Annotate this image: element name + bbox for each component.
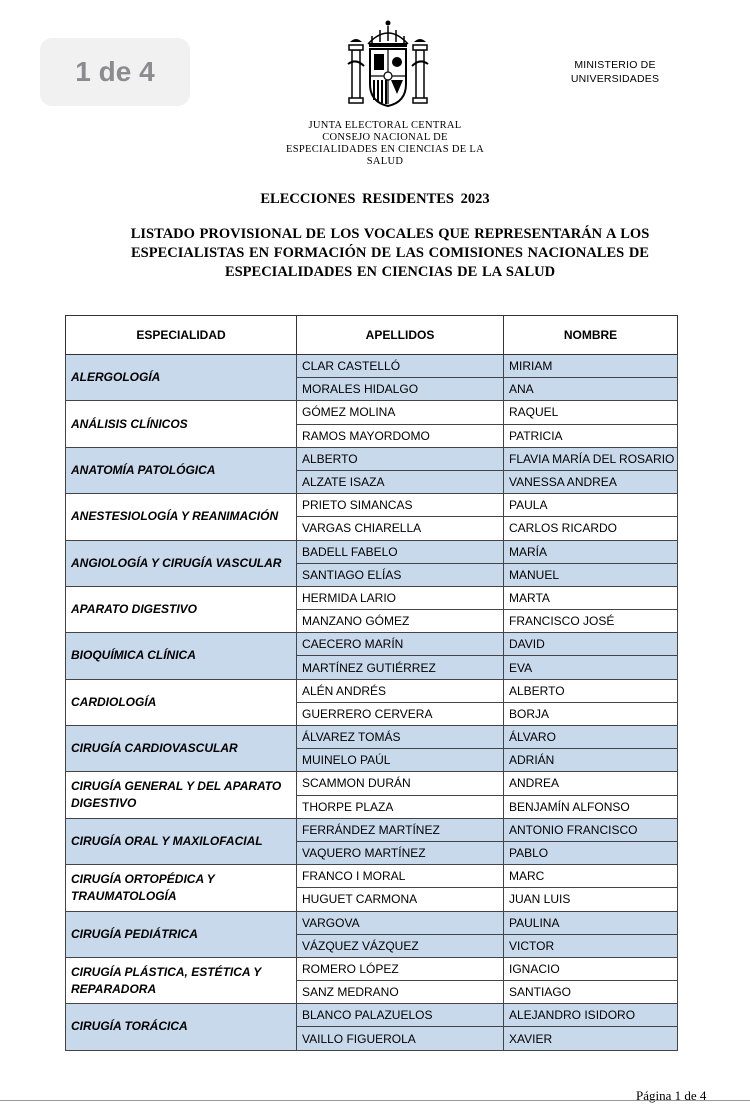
surname-cell: MARTÍNEZ GUTIÉRREZ [297, 656, 504, 679]
name-cell: ANA [504, 378, 678, 401]
name-cell: MANUEL [504, 563, 678, 586]
specialty-cell: CIRUGÍA CARDIOVASCULAR [66, 726, 297, 772]
name-cell: ANTONIO FRANCISCO [504, 818, 678, 841]
surname-cell: ALÉN ANDRÉS [297, 679, 504, 702]
surname-cell: THORPE PLAZA [297, 795, 504, 818]
table-body [66, 355, 678, 1051]
surname-cell: SCAMMON DURÁN [297, 772, 504, 795]
surname-cell: RAMOS MAYORDOMO [297, 424, 504, 447]
org-line-2: CONSEJO NACIONAL DE [322, 132, 448, 143]
name-cell: IGNACIO [504, 957, 678, 980]
page-indicator-badge [40, 38, 190, 106]
org-line-4: SALUD [366, 156, 404, 167]
surname-cell: ROMERO LÓPEZ [297, 957, 504, 980]
specialty-cell: CIRUGÍA ORTOPÉDICA Y TRAUMATOLOGÍA [66, 865, 297, 911]
surname-cell: GÓMEZ MOLINA [297, 401, 504, 424]
page-footer: Página 1 de 4 [636, 1088, 707, 1103]
surname-cell: VAILLO FIGUEROLA [297, 1027, 504, 1050]
name-cell: MIRIAM [504, 355, 678, 378]
list-title [100, 225, 680, 282]
name-cell: VANESSA ANDREA [504, 470, 678, 493]
surname-cell: BADELL FABELO [297, 540, 504, 563]
list-title-line-3: ESPECIALIDADES EN CIENCIAS DE LA SALUD [224, 264, 556, 280]
name-cell: ANDREA [504, 772, 678, 795]
table-row [66, 865, 678, 888]
specialty-cell: ANESTESIOLOGÍA Y REANIMACIÓN [66, 494, 297, 540]
name-cell: FRANCISCO JOSÉ [504, 610, 678, 633]
header-nombre: NOMBRE [504, 316, 678, 355]
org-line-1: JUNTA ELECTORAL CENTRAL [308, 120, 462, 131]
specialty-cell: ANATOMÍA PATOLÓGICA [66, 447, 297, 493]
surname-cell: VÁZQUEZ VÁZQUEZ [297, 934, 504, 957]
surname-cell: CLAR CASTELLÓ [297, 355, 504, 378]
name-cell: VICTOR [504, 934, 678, 957]
surname-cell: MORALES HIDALGO [297, 378, 504, 401]
specialty-cell: BIOQUÍMICA CLÍNICA [66, 633, 297, 679]
surname-cell: ALZATE ISAZA [297, 470, 504, 493]
surname-cell: PRIETO SIMANCAS [297, 494, 504, 517]
name-cell: ALEJANDRO ISIDORO [504, 1004, 678, 1027]
specialty-cell: CIRUGÍA ORAL Y MAXILOFACIAL [66, 818, 297, 864]
specialty-cell: ANGIOLOGÍA Y CIRUGÍA VASCULAR [66, 540, 297, 586]
candidates-table [65, 315, 678, 1051]
surname-cell: ÁLVAREZ TOMÁS [297, 726, 504, 749]
table-row [66, 540, 678, 563]
table-row [66, 679, 678, 702]
name-cell: ADRIÁN [504, 749, 678, 772]
name-cell: PATRICIA [504, 424, 678, 447]
surname-cell: HUGUET CARMONA [297, 888, 504, 911]
specialty-cell: CIRUGÍA GENERAL Y DEL APARATO DIGESTIVO [66, 772, 297, 818]
election-title: ELECCIONES RESIDENTES 2023 [260, 191, 490, 207]
surname-cell: FERRÁNDEZ MARTÍNEZ [297, 818, 504, 841]
name-cell: RAQUEL [504, 401, 678, 424]
table-row [66, 818, 678, 841]
specialty-cell: ANÁLISIS CLÍNICOS [66, 401, 297, 447]
specialty-cell: APARATO DIGESTIVO [66, 586, 297, 632]
surname-cell: SANZ MEDRANO [297, 981, 504, 1004]
name-cell: ALBERTO [504, 679, 678, 702]
name-cell: BENJAMÍN ALFONSO [504, 795, 678, 818]
page-indicator-text: 1 de 4 [75, 56, 155, 87]
coat-of-arms-icon [338, 14, 438, 114]
name-cell: JUAN LUIS [504, 888, 678, 911]
surname-cell: MUINELO PAÚL [297, 749, 504, 772]
table-row [66, 355, 678, 378]
name-cell: MARÍA [504, 540, 678, 563]
specialty-cell: CIRUGÍA TORÁCICA [66, 1004, 297, 1050]
table-row [66, 447, 678, 470]
org-line-3: ESPECIALIDADES EN CIENCIAS DE LA [285, 144, 484, 155]
name-cell: MARC [504, 865, 678, 888]
specialty-cell: ALERGOLOGÍA [66, 355, 297, 401]
name-cell: PAULA [504, 494, 678, 517]
name-cell: MARTA [504, 586, 678, 609]
table-row [66, 401, 678, 424]
table-row [66, 1004, 678, 1027]
footer-rule [0, 1100, 750, 1101]
surname-cell: FRANCO I MORAL [297, 865, 504, 888]
organization-header [280, 120, 490, 168]
list-title-line-2: ESPECIALISTAS EN FORMACIÓN DE LAS COMISIONES NACIONALES DE [131, 245, 649, 261]
name-cell: XAVIER [504, 1027, 678, 1050]
surname-cell: GUERRERO CERVERA [297, 702, 504, 725]
list-title-line-1: LISTADO PROVISIONAL DE LOS VOCALES QUE REPRESENTARÁN A LOS [130, 226, 650, 242]
name-cell: EVA [504, 656, 678, 679]
table-row [66, 633, 678, 656]
surname-cell: VARGAS CHIARELLA [297, 517, 504, 540]
header-apellidos: APELLIDOS [297, 316, 504, 355]
table-header-row [66, 316, 678, 355]
name-cell: PAULINA [504, 911, 678, 934]
surname-cell: BLANCO PALAZUELOS [297, 1004, 504, 1027]
surname-cell: VARGOVA [297, 911, 504, 934]
name-cell: ÁLVARO [504, 726, 678, 749]
table-row [66, 726, 678, 749]
surname-cell: HERMIDA LARIO [297, 586, 504, 609]
name-cell: CARLOS RICARDO [504, 517, 678, 540]
specialty-cell: CIRUGÍA PLÁSTICA, ESTÉTICA Y REPARADORA [66, 957, 297, 1003]
ministry-header [560, 58, 670, 86]
table-row [66, 586, 678, 609]
name-cell: BORJA [504, 702, 678, 725]
surname-cell: VAQUERO MARTÍNEZ [297, 841, 504, 864]
ministry-line-2: UNIVERSIDADES [570, 73, 660, 85]
surname-cell: CAECERO MARÍN [297, 633, 504, 656]
specialty-cell: CIRUGÍA PEDIÁTRICA [66, 911, 297, 957]
surname-cell: ALBERTO [297, 447, 504, 470]
surname-cell: MANZANO GÓMEZ [297, 610, 504, 633]
name-cell: FLAVIA MARÍA DEL ROSARIO [504, 447, 678, 470]
surname-cell: SANTIAGO ELÍAS [297, 563, 504, 586]
header-especialidad: ESPECIALIDAD [66, 316, 297, 355]
table-row [66, 494, 678, 517]
table-row [66, 911, 678, 934]
ministry-line-1: MINISTERIO DE [574, 59, 656, 71]
specialty-cell: CARDIOLOGÍA [66, 679, 297, 725]
name-cell: SANTIAGO [504, 981, 678, 1004]
table-row [66, 957, 678, 980]
name-cell: DAVID [504, 633, 678, 656]
name-cell: PABLO [504, 841, 678, 864]
table-row [66, 772, 678, 795]
